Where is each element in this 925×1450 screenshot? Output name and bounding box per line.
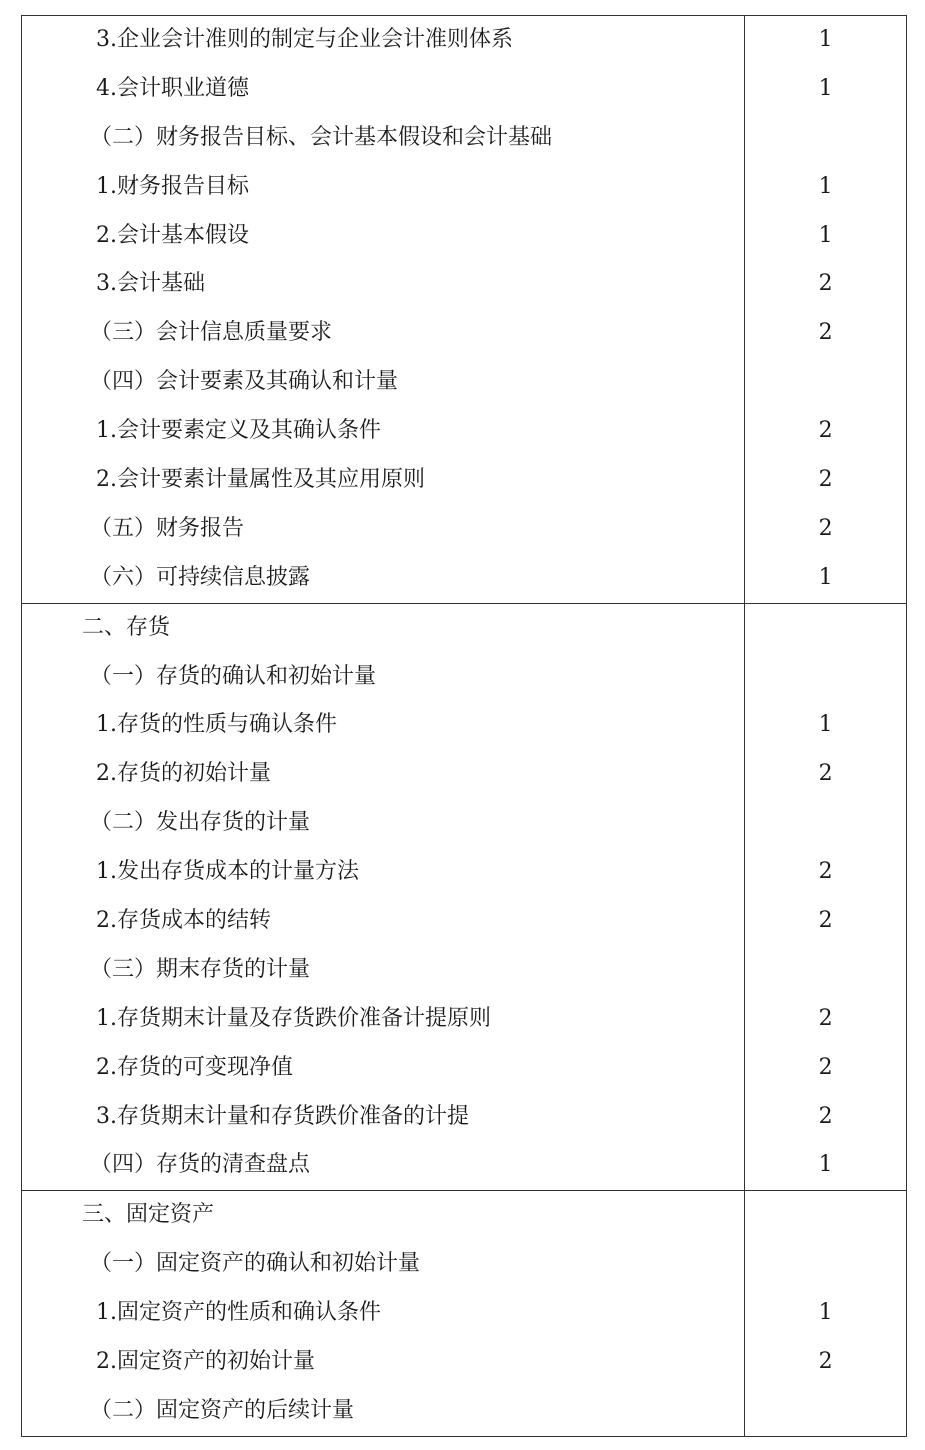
level-value: 1 [818, 75, 833, 101]
level-value [745, 1240, 906, 1289]
topic-item: 2.存货成本的结转 [96, 908, 271, 934]
syllabus-table-body [22, 16, 907, 1437]
topic-item: 1.固定资产的性质和确认条件 [96, 1300, 381, 1326]
section-heading: （六）可持续信息披露 [90, 564, 311, 590]
topic-item: 2.会计基本假设 [96, 222, 249, 248]
topic-item: 2.固定资产的初始计量 [96, 1349, 315, 1375]
level-value [745, 946, 906, 995]
section-heading: （二）发出存货的计量 [90, 810, 311, 836]
topic-cell [22, 16, 745, 604]
topic-cell [22, 603, 745, 1191]
level-value: 2 [818, 515, 833, 541]
level-value [745, 653, 906, 702]
level-value: 2 [818, 859, 833, 885]
level-value: 2 [818, 320, 833, 346]
level-value [745, 604, 906, 653]
level-value: 1 [818, 1152, 833, 1178]
topic-item: 3.会计基础 [96, 271, 205, 297]
level-value: 2 [818, 1005, 833, 1031]
level-value [745, 358, 906, 407]
level-value [745, 799, 906, 848]
level-value: 1 [818, 1300, 833, 1326]
topic-item: 3.存货期末计量和存货跌价准备的计提 [96, 1103, 469, 1129]
level-value: 1 [818, 712, 833, 738]
level-value [745, 1387, 906, 1436]
level-value: 2 [818, 908, 833, 934]
chapter-heading: 二、存货 [82, 614, 171, 640]
topic-item: 1.会计要素定义及其确认条件 [96, 418, 381, 444]
section-heading: （二）固定资产的后续计量 [90, 1397, 355, 1423]
section-heading: （二）财务报告目标、会计基本假设和会计基础 [90, 124, 553, 150]
level-value: 2 [818, 761, 833, 787]
level-cell [745, 16, 907, 604]
level-value: 1 [818, 222, 833, 248]
level-value: 2 [818, 1054, 833, 1080]
level-value: 2 [818, 467, 833, 493]
level-value: 2 [818, 1349, 833, 1375]
topic-item: 4.会计职业道德 [96, 75, 249, 101]
level-value: 1 [818, 564, 833, 590]
level-value [745, 114, 906, 163]
level-value: 2 [818, 418, 833, 444]
section-heading: （四）存货的清查盘点 [90, 1152, 311, 1178]
topic-cell [22, 1191, 745, 1436]
section-heading: （五）财务报告 [90, 515, 245, 541]
section-heading: （一）固定资产的确认和初始计量 [90, 1251, 421, 1277]
level-value [745, 1191, 906, 1240]
topic-item: 3.企业会计准则的制定与企业会计准则体系 [96, 27, 513, 52]
table-row [22, 603, 907, 1191]
level-value: 2 [818, 1103, 833, 1129]
topic-item: 2.存货的可变现净值 [96, 1054, 293, 1080]
level-cell [745, 603, 907, 1191]
section-heading: （三）期末存货的计量 [90, 956, 311, 982]
topic-item: 1.存货的性质与确认条件 [96, 712, 337, 738]
topic-item: 2.会计要素计量属性及其应用原则 [96, 467, 425, 493]
syllabus-table [21, 15, 907, 1437]
chapter-heading: 三、固定资产 [82, 1202, 215, 1228]
topic-item: 1.存货期末计量及存货跌价准备计提原则 [96, 1005, 491, 1031]
table-row [22, 1191, 907, 1436]
section-heading: （四）会计要素及其确认和计量 [90, 369, 399, 395]
level-value: 1 [818, 173, 833, 199]
level-cell [745, 1191, 907, 1436]
section-heading: （三）会计信息质量要求 [90, 320, 333, 346]
topic-item: 1.发出存货成本的计量方法 [96, 859, 359, 885]
section-heading: （一）存货的确认和初始计量 [90, 663, 377, 689]
topic-item: 2.存货的初始计量 [96, 761, 271, 787]
table-row [22, 16, 907, 604]
level-value: 1 [818, 27, 833, 52]
level-value: 2 [818, 271, 833, 297]
topic-item: 1.财务报告目标 [96, 173, 249, 199]
